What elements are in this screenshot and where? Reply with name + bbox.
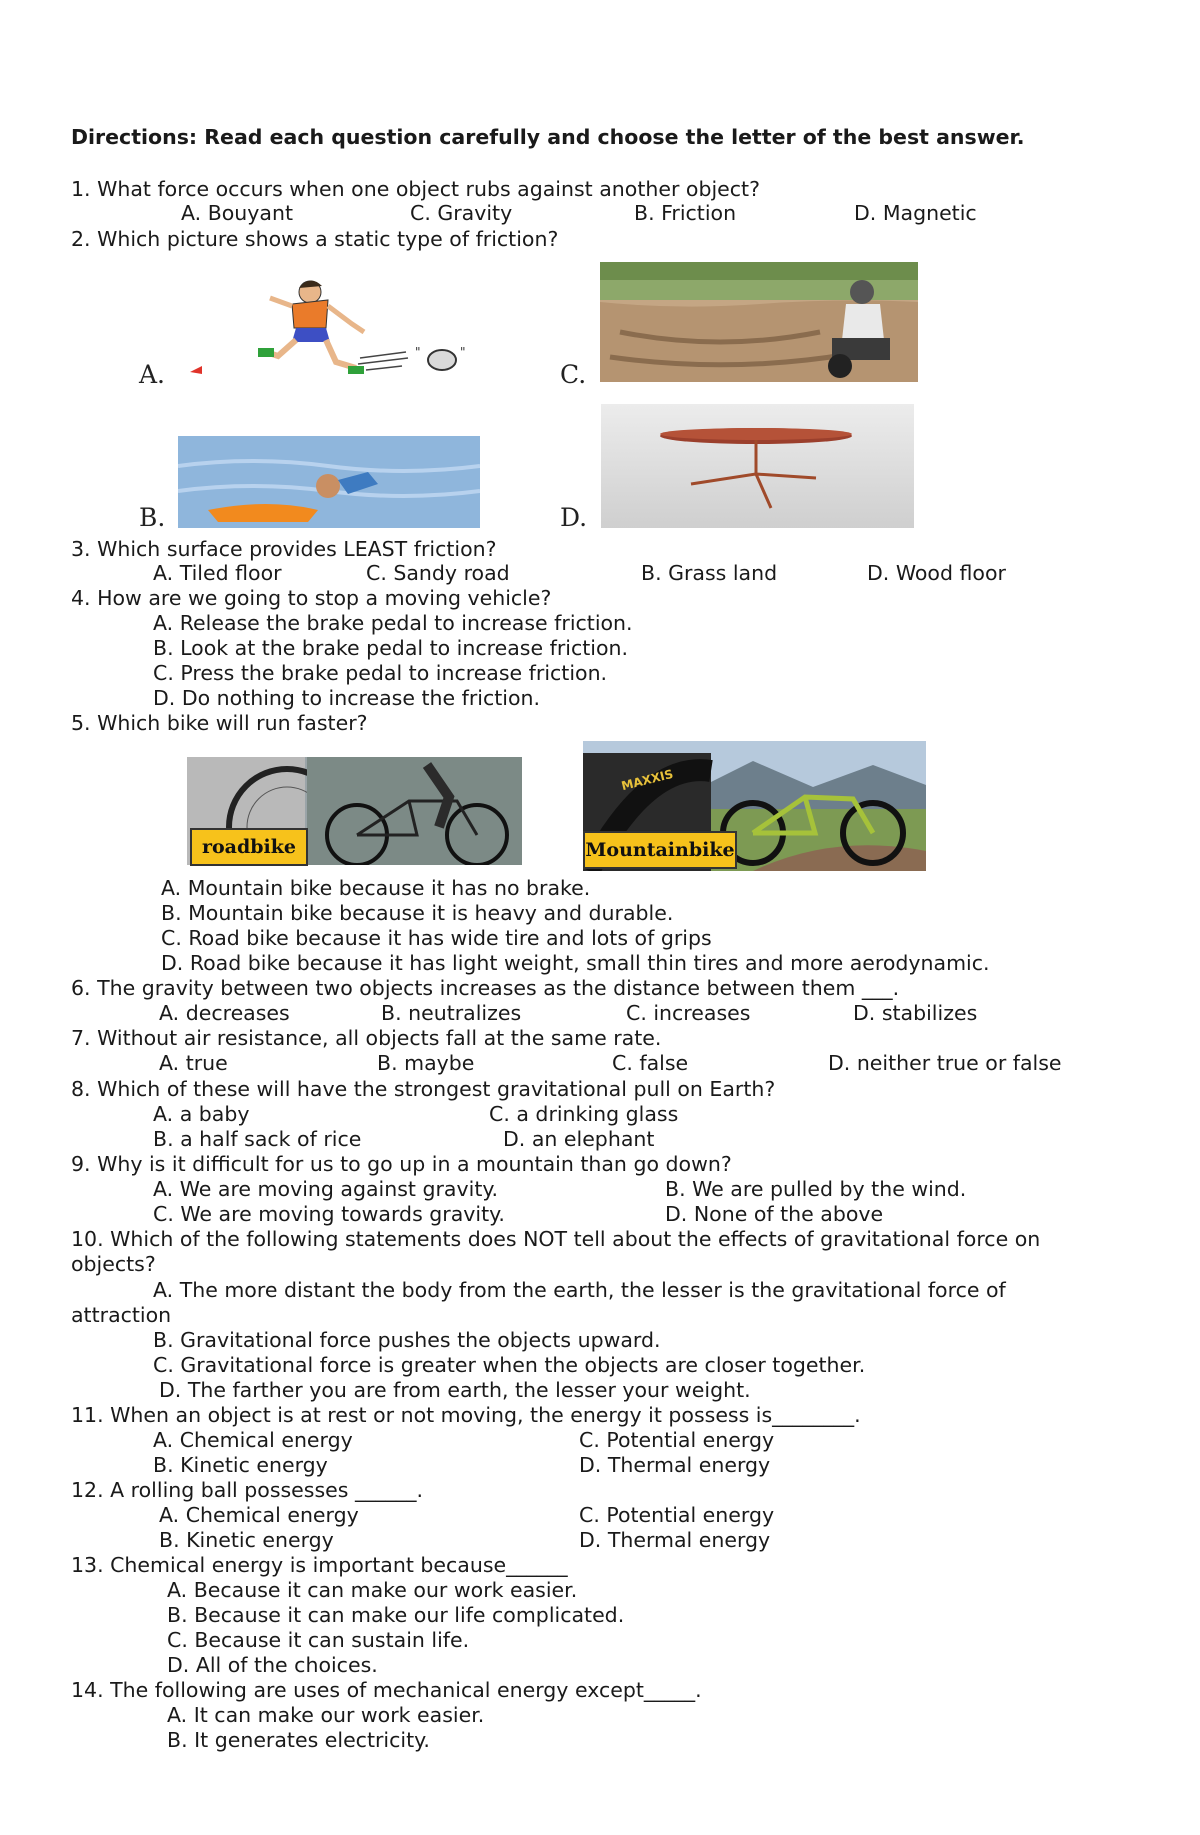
q2-label-b: B. [139,503,166,532]
q10-option-b[interactable]: B. Gravitational force pushes the objects upward. [153,1328,661,1352]
question-5: 5. Which bike will run faster? [71,711,368,735]
question-12: 12. A rolling ball possesses ______. [71,1478,423,1502]
q6-option-a[interactable]: A. decreases [159,1001,290,1025]
q6-option-d[interactable]: D. stabilizes [853,1001,978,1025]
q3-option-b[interactable]: B. Grass land [641,561,778,585]
mountainbike-label: Mountainbike [583,831,737,869]
q8-option-d[interactable]: D. an elephant [503,1127,655,1151]
q5-option-b[interactable]: B. Mountain bike because it is heavy and durable. [161,901,674,925]
q10-option-a[interactable]: A. The more distant the body from the earth, the lesser is the gravitational force of [153,1278,1006,1302]
q7-option-d[interactable]: D. neither true or false [828,1051,1062,1075]
q14-option-a[interactable]: A. It can make our work easier. [167,1703,485,1727]
q13-option-b[interactable]: B. Because it can make our life complicated. [167,1603,625,1627]
question-10: 10. Which of the following statements does NOT tell about the effects of gravitational force on [71,1227,1041,1251]
q3-option-d[interactable]: D. Wood floor [867,561,1006,585]
q13-option-a[interactable]: A. Because it can make our work easier. [167,1578,578,1602]
q11-option-a[interactable]: A. Chemical energy [153,1428,353,1452]
q11-option-d[interactable]: D. Thermal energy [579,1453,771,1477]
q12-option-b[interactable]: B. Kinetic energy [159,1528,334,1552]
q7-option-b[interactable]: B. maybe [377,1051,475,1075]
q13-option-c[interactable]: C. Because it can sustain life. [167,1628,470,1652]
q10-option-a-continued: attraction [71,1303,172,1327]
q4-option-d[interactable]: D. Do nothing to increase the friction. [153,686,541,710]
q1-option-c[interactable]: C. Gravity [410,201,513,225]
swimming-child-picture[interactable] [178,436,480,528]
q5-option-d[interactable]: D. Road bike because it has light weight, small thin tires and more aerodynamic. [161,951,990,975]
question-3: 3. Which surface provides LEAST friction? [71,537,497,561]
q12-option-c[interactable]: C. Potential energy [579,1503,775,1527]
q10-option-c[interactable]: C. Gravitational force is greater when the objects are closer together. [153,1353,866,1377]
q8-option-b[interactable]: B. a half sack of rice [153,1127,362,1151]
q9-option-a[interactable]: A. We are moving against gravity. [153,1177,499,1201]
q4-option-a[interactable]: A. Release the brake pedal to increase friction. [153,611,633,635]
q2-label-a: A. [139,360,166,389]
question-2: 2. Which picture shows a static type of friction? [71,227,559,251]
question-8: 8. Which of these will have the strongest gravitational pull on Earth? [71,1077,776,1101]
question-11: 11. When an object is at rest or not moving, the energy it possess is________. [71,1403,861,1427]
q2-label-c: C. [560,360,587,389]
question-9: 9. Why is it difficult for us to go up in a mountain than go down? [71,1152,732,1176]
q6-option-c[interactable]: C. increases [626,1001,751,1025]
q14-option-b[interactable]: B. It generates electricity. [167,1728,430,1752]
q8-option-c[interactable]: C. a drinking glass [489,1102,679,1126]
q11-option-c[interactable]: C. Potential energy [579,1428,775,1452]
question-14: 14. The following are uses of mechanical energy except_____. [71,1678,702,1702]
q2-label-d: D. [560,503,588,532]
q3-option-c[interactable]: C. Sandy road [366,561,510,585]
roadbike-label: roadbike [190,828,308,866]
q9-option-d[interactable]: D. None of the above [665,1202,884,1226]
question-6: 6. The gravity between two objects increases as the distance between them ___. [71,976,900,1000]
question-1: 1. What force occurs when one object rubs against another object? [71,177,760,201]
q9-option-c[interactable]: C. We are moving towards gravity. [153,1202,505,1226]
q4-option-b[interactable]: B. Look at the brake pedal to increase friction. [153,636,629,660]
q8-option-a[interactable]: A. a baby [153,1102,250,1126]
q1-option-a[interactable]: A. Bouyant [181,201,294,225]
q5-option-a[interactable]: A. Mountain bike because it has no brake. [161,876,591,900]
table-picture[interactable] [601,404,914,528]
q3-option-a[interactable]: A. Tiled floor [153,561,282,585]
q13-option-d[interactable]: D. All of the choices. [167,1653,378,1677]
q11-option-b[interactable]: B. Kinetic energy [153,1453,328,1477]
q10-option-d[interactable]: D. The farther you are from earth, the lesser your weight. [159,1378,751,1402]
q1-option-b[interactable]: B. Friction [634,201,737,225]
directions: Directions: Read each question carefully and choose the letter of the best answer. [71,125,1025,149]
q6-option-b[interactable]: B. neutralizes [381,1001,522,1025]
q1-option-d[interactable]: D. Magnetic [854,201,977,225]
q5-option-c[interactable]: C. Road bike because it has wide tire and lots of grips [161,926,712,950]
q4-option-c[interactable]: C. Press the brake pedal to increase friction. [153,661,608,685]
svg-text:": " [460,345,466,359]
question-7: 7. Without air resistance, all objects fall at the same rate. [71,1026,662,1050]
q9-option-b[interactable]: B. We are pulled by the wind. [665,1177,967,1201]
q12-option-a[interactable]: A. Chemical energy [159,1503,359,1527]
question-4: 4. How are we going to stop a moving vehicle? [71,586,552,610]
running-boy-picture[interactable] [180,270,490,380]
q7-option-c[interactable]: C. false [612,1051,689,1075]
q7-option-a[interactable]: A. true [159,1051,228,1075]
svg-text:": " [415,345,421,359]
q12-option-d[interactable]: D. Thermal energy [579,1528,771,1552]
motorcycle-dirt-road-picture[interactable] [600,262,918,382]
question-13: 13. Chemical energy is important because______ [71,1553,568,1577]
maxxis-tire-text: MAXXIS [619,766,675,794]
question-10-continued: objects? [71,1252,156,1276]
